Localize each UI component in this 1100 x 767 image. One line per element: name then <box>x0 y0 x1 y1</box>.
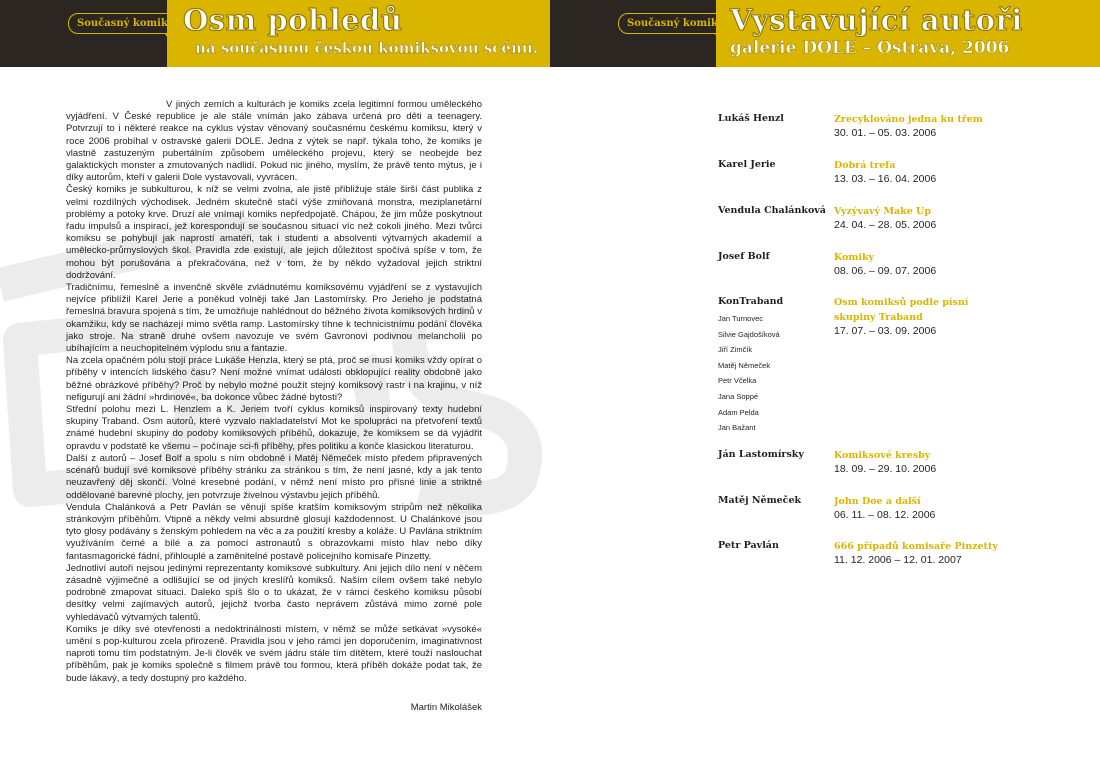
member-name: Jana Soppé <box>718 391 759 401</box>
exhibition-title: Osm komiksů podle písní skupiny Traband <box>834 297 969 323</box>
exhibition-title: Zrecyklováno jedna ku třem <box>834 114 983 125</box>
article-author: Martin Mikolášek <box>410 702 482 713</box>
exhibition-dates: 17. 07. – 03. 09. 2006 <box>834 325 937 337</box>
left-header-subtitle: na současnou českou komiksovou scénu. <box>195 39 539 57</box>
exhibition-artist: Vendula Chalánková <box>718 205 826 216</box>
member-name: Adam Pelda <box>718 407 759 417</box>
article-paragraph: Další z autorů – Josef Bolf a spolu s ním obdobně i Matěj Němeček místo předem připravených scénářů budují své komiksové příběhy stránku za stránkou s tím, že není jasné, kdy a jak tento neuzavřený děj skončí. Volné kresebné podání, v němž není místo pro přísné linie a striktně oddělované barevné plochy, jen potvrzuje živelnou výstavbu jejich příběhů. <box>66 452 482 501</box>
member-name: Jan Bažant <box>718 423 756 433</box>
left-header-badge: Současný komiks <box>68 13 182 34</box>
article-paragraph: Vendula Chalánková a Petr Pavlán se věnují spíše kratším komiksovým stripům než několika stránkovým příběhům. Vtipně a někdy velmi absurdně glosují každodennost. U Chalánkové jsou tyto glosy podávány s ženským pohledem na věc a za použití kresby a koláže. U Pavlána striktním využíváním černé a bílé a za pomocí astronautů s obrazovkami místo hlav nebo díky fantasmagorické fádní, přihlouplé a zaměnitelné postavě policejního komisaře Pinzetty. <box>66 501 482 562</box>
exhibition-dates: 08. 06. – 09. 07. 2006 <box>834 265 937 277</box>
exhibition-dates: 11. 12. 2006 – 12. 01. 2007 <box>834 554 962 566</box>
right-header-badge: Současný komiks <box>618 13 732 34</box>
left-header <box>0 0 550 67</box>
exhibition-title: Dobrá trefa <box>834 160 896 171</box>
article-paragraph: Střední polohu mezi L. Henzlem a K. Jeriem tvoří cyklus komiksů inspirovaný texty hudební skupiny Traband. Osm autorů, které vyzvalo nakladatelství Mot ke spolupráci na přetvoření textů známé hudební skupiny do podoby komiksových příběhů, dokazuje, že komiksem se dá vyjádřit opravdu v podstatě ke všemu – počínaje sci-fi příběhy, přes politiku a konče klasickou literaturou. <box>66 404 482 452</box>
exhibition-title: Komiky <box>834 252 875 263</box>
member-name: Matěj Němeček <box>718 360 771 370</box>
exhibition-artist: Karel Jerie <box>718 159 776 170</box>
member-name: Jan Turnovec <box>718 314 764 323</box>
exhibition-dates: 30. 01. – 05. 03. 2006 <box>834 127 937 139</box>
right-header-title: Vystavující autoři <box>730 3 1023 37</box>
member-name: Silvie Gajdošíková <box>718 329 780 339</box>
exhibition-artist: Josef Bolf <box>718 251 770 262</box>
exhibition-title: 666 případů komisaře Pinzetty <box>834 541 998 552</box>
exhibition-artist: Ján Lastomírsky <box>718 449 804 460</box>
exhibition-title: John Doe a další <box>834 496 921 507</box>
article-paragraph: V jiných zemích a kulturách je komiks zcela legitimní formou uměleckého vyjádření. V České republice je ale stále vnímán jako zábava určená pro děti a teenagery. Potvrzují to i některé reakce na cyklus výstav věnovaný současnému českému komiksu, který v roce 2006 probíhal v ostravské galerii DOLE. Jedna z výtek se např. týkala toho, že komiks je vlastně zastuzeným pubertálním způsobem uměleckého projevu, který se neobejde bez galaktických monster a zmutovaných nadlidí. Pokud nic jiného, myslím, že právě tento mýtus, je i díky autorům, kteří v galerii Dole vystavovali, vyvrácen. <box>66 99 482 184</box>
article-paragraph: Komiks je díky své otevřenosti a nedoktrinálnosti místem, v němž se může setkávat »vysoké« umění s pop-kulturou zcela přirozeně. Pravidla jsou v jeho rámci jen doporučením, imaginativnost naproti tomu tím podstatným. Je-li člověk ve svém jádru stále tím dítětem, které touží naslouchat příběhům, pak je komiks společně s filmem právě tou formou, která příběh dokáže podat tak, že bude lákavý, a tedy dostupný pro každého. <box>66 623 482 684</box>
member-name: Petr Včelka <box>718 376 757 386</box>
exhibition-artist: KonTraband <box>718 296 784 307</box>
exhibition-dates: 06. 11. – 08. 12. 2006 <box>834 509 936 521</box>
exhibition-artist: Lukáš Henzl <box>718 113 784 124</box>
exhibition-dates: 13. 03. – 16. 04. 2006 <box>834 173 937 185</box>
right-header-subtitle: galerie DOLE – Ostrava, 2006 <box>730 38 1010 58</box>
left-header-title: Osm pohledů <box>183 3 403 37</box>
article-paragraph: Český komiks je subkulturou, k níž se velmi zvolna, ale jistě přibližuje stále širší část publika z velmi rozdílných východisek. Jedném skutečně stačí výše zmiňovaná monstra, meziplanetární problémy a potoky krve. Druzí ale vnímají komiks nepředpojatě. Chápou, že jim může poskytnout řadu impulsů a inspirací, jež korespondují se současnou situací víc než cokoli jiného. Mezi tvůrci komiksu se pohybují jak naprostí amatéři, tak i studenti a absolventi výtvarných akademií a umělecko-průmyslových škol. Pravidla zde existují, ale jejich důležitost spočívá spíše v tom, že mohou být porušována a překračována, než v tom, že by někdo vyžadoval jejich striktní dodržování. <box>66 184 482 281</box>
exhibition-dates: 24. 04. – 28. 05. 2006 <box>834 219 937 231</box>
article-paragraph: Tradičnímu, řemeslně a invenčně skvěle zvládnutému komiksovému vyjádření se z vystavujích nejvíce přiblížil Karel Jerie a poněkud volněji také Jan Lastomírsky. Pro Jerieho je podstatná řemeslná bravura spojená s tím, že umožňuje nahlédnout do běžného života komiksových hrdinů v okamžiku, kdy se nacházejí mimo světla ramp. Lastomírsky tíhne k technicistnímu podání člověka jako stroje. Na straně druhé ovšem navozuje ve svém Gavronovi podivnou melancholii po ubíhajícím a neuchopitelném výplodu snu a fantazie. <box>66 282 482 355</box>
exhibition-artist: Matěj Němeček <box>718 495 802 506</box>
kontraband-members <box>718 311 780 436</box>
exhibition-title: Komiksové kresby <box>834 450 931 461</box>
article-paragraph: Jednotliví autoři nejsou jedinými reprezentanty komiksové subkultury. Ani jejich dílo není v něčem zásadně výjimečné a odlišující se od jiných kreslířů komiksů. Naším cílem ovšem také nebylo podrobně zmapovat situaci. Daleko spíš šlo o to ukázat, že v rámci českého komiksu působí desítky velmi zajímavých autorů, jejichž tvorba často neprávem zůstává mimo zorné pole vyhledávačů výtvarných talentů. <box>66 562 482 623</box>
right-header <box>550 0 1100 67</box>
exhibition-dates: 18. 09. – 29. 10. 2006 <box>834 463 937 475</box>
article-text <box>66 99 482 685</box>
exhibition-artist: Petr Pavlán <box>718 540 779 551</box>
member-name: Jiří Zimčík <box>718 345 753 355</box>
exhibition-title: Vyzývavý Make Up <box>834 206 931 217</box>
article-paragraph: Na zcela opačném pólu stojí práce Lukáše Henzla, který se ptá, proč se musí komiks vždy opírat o příběhy v intencích lidského času? Není možné vnímat události obklopující reality obdobně jako běžné obrázkové příběhy? Proč by nebylo možné použít stejný komiksový rastr i na krajinu, v níž nefigurují ani žádní »hrdinové«, ba dokonce vůbec žádné bytosti? <box>66 355 482 403</box>
